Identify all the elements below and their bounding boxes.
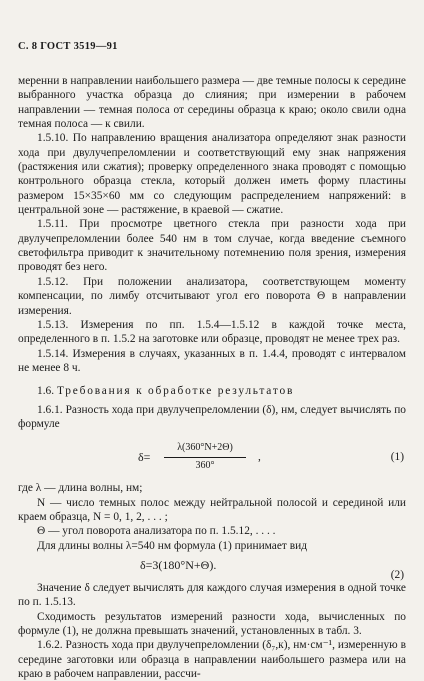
formula-1-denominator: 360°: [195, 459, 215, 471]
paragraph-convergence: Сходимость результатов измерений разности хода, вычисленных по формуле (1), не должна превышать значений, установленных в табл. 3.: [18, 610, 406, 637]
formula-1-comma: ,: [258, 451, 261, 464]
paragraph-540nm: Для длины волны λ=540 нм формула (1) принимает вид: [37, 539, 308, 552]
formula-1-fraction: [164, 441, 246, 473]
formula-2-expression: δ=3(180°N+Θ).: [140, 557, 217, 572]
where-n: N — число темных полос между нейтральной полосой и серединой или краем образца, N = 0, 1, 2, . . . ;: [18, 496, 406, 523]
paragraph-1-5-13: 1.5.13. Измерения по пп. 1.5.4—1.5.12 в каждой точке места, определенного в п. 1.5.2 на заготовке или образце, проводят не менее трех раз.: [18, 318, 406, 346]
paragraph-continuation: меренни в направлении наибольшего размера — две темные полосы к середине выбранного участка образца до слияния; при измерении в рабочем направлении — темная полоса от середины образца к краю; около свили одна темная полоса — к свили.: [18, 75, 406, 131]
section-number: 1.6.: [37, 385, 55, 398]
section-heading: [18, 384, 406, 398]
formula-1-numerator: λ(360°N+2Θ): [164, 441, 246, 457]
section-title: Требования к обработке результатов: [56, 385, 295, 398]
paragraph-1-5-11: 1.5.11. При просмотре цветного стекла при разности хода при двулучепреломлении более 540 нм в том случае, когда введение съемного светофильтра приводит к значительному потемнению поля зрения, измерения проводят без него.: [18, 218, 406, 274]
paragraph-value: Значение δ следует вычислять для каждого случая измерения в одной точке по п. 1.5.13.: [18, 581, 406, 609]
formula-1: [18, 437, 406, 477]
document-body: [18, 74, 406, 681]
page-header: С. 8 ГОСТ 3519—91: [18, 41, 118, 52]
paragraph-1-6-1: 1.6.1. Разность хода при двулучепреломлении (δ), нм, следует вычислять по формуле: [18, 403, 406, 430]
paragraph-1-5-12: 1.5.12. При положении анализатора, соответствующем моменту компенсации, по лимбу отсчитывают угол его поворота Θ в направлении измерения.: [18, 275, 406, 317]
formula-2-number: (2): [390, 568, 404, 581]
formula-1-lhs: δ=: [138, 450, 151, 465]
paragraph-1-5-14: 1.5.14. Измерения в случаях, указанных в п. 1.4.4, проводят с интервалом не менее 8 ч.: [18, 347, 406, 374]
formula-2: [18, 555, 406, 581]
paragraph-1-6-2: 1.6.2. Разность хода при двулучепреломлении (δ₇,к), нм·см⁻¹, измеренную в середине заготовки или образца в направлении наибольшего размера или на краю в рабочем направлении, рассчи-: [18, 639, 406, 681]
where-lambda: где λ — длина волны, нм;: [18, 482, 143, 495]
formula-1-number: (1): [390, 451, 404, 464]
where-theta: Θ — угол поворота анализатора по п. 1.5.12, . . . .: [37, 525, 276, 538]
paragraph-1-5-10: 1.5.10. По направлению вращения анализатора определяют знак разности хода при двулучепреломлении и соответствующий ему знак напряжения (растяжения или сжатия); проверку определенного знака проводят с помощью контрольного образца стекла, который должен иметь форму пластины размером 15×35×60 мм со следующим распределением напряжений: в центральной зоне — растяжение, в краевой — сжатие.: [18, 132, 406, 217]
